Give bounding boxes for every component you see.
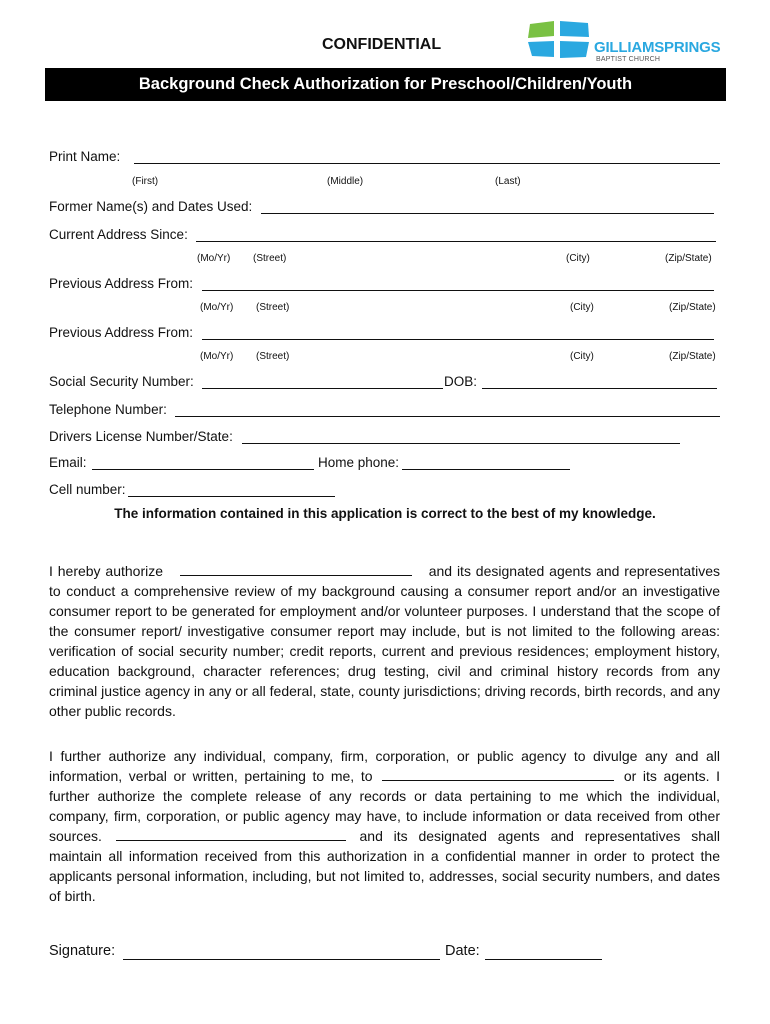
cell-number-label: Cell number: bbox=[49, 482, 126, 497]
ssn-label: Social Security Number: bbox=[49, 374, 194, 389]
date-field[interactable] bbox=[485, 959, 602, 960]
authorized-party-field[interactable] bbox=[180, 561, 412, 576]
home-phone-label: Home phone: bbox=[318, 455, 400, 470]
zip-state-sublabel: (Zip/State) bbox=[669, 351, 716, 362]
moyr-sublabel: (Mo/Yr) bbox=[200, 302, 234, 313]
knowledge-statement: The information contained in this application is correct to the best of my knowledge. bbox=[114, 506, 656, 521]
cross-logo-icon bbox=[526, 20, 590, 60]
street-sublabel: (Street) bbox=[256, 302, 290, 313]
home-phone-field[interactable] bbox=[402, 469, 570, 470]
email-label: Email: bbox=[49, 455, 87, 470]
drivers-license-label: Drivers License Number/State: bbox=[49, 429, 233, 444]
previous-address-field[interactable] bbox=[202, 290, 714, 291]
zip-state-sublabel: (Zip/State) bbox=[665, 253, 712, 264]
authorization-paragraph bbox=[49, 561, 720, 721]
signature-label: Signature: bbox=[49, 943, 116, 959]
ssn-field[interactable] bbox=[202, 388, 443, 389]
dob-field[interactable] bbox=[482, 388, 717, 389]
page-title: Background Check Authorization for Preschool/Children/Youth bbox=[45, 68, 726, 101]
release-text-1: I further authorize any individual, company, firm, corporation, or public agency to divulge any and all information, verbal or written, pertaining to me, to bbox=[49, 748, 720, 784]
city-sublabel: (City) bbox=[566, 253, 590, 264]
former-names-label: Former Name(s) and Dates Used: bbox=[49, 199, 253, 214]
logo-name: GILLIAMSPRINGS bbox=[594, 39, 721, 56]
release-text-3: and its designated agents and representatives shall maintain all information received from this authorization in a confidential manner in order to protect the applicants personal information, including, but not limited to, addresses, social security numbers, and dates of birth. bbox=[49, 828, 721, 904]
current-address-label: Current Address Since: bbox=[49, 227, 188, 242]
authorize-text: I hereby authorize bbox=[49, 563, 164, 579]
first-sublabel: (First) bbox=[132, 176, 159, 187]
release-paragraph bbox=[49, 746, 720, 906]
middle-sublabel: (Middle) bbox=[327, 176, 364, 187]
signature-field[interactable] bbox=[123, 959, 440, 960]
date-label: Date: bbox=[445, 943, 480, 959]
email-field[interactable] bbox=[92, 469, 314, 470]
confidential-label: CONFIDENTIAL bbox=[322, 36, 442, 53]
dob-label: DOB: bbox=[444, 374, 478, 389]
telephone-label: Telephone Number: bbox=[49, 402, 167, 417]
release-party-field[interactable] bbox=[382, 766, 614, 781]
street-sublabel: (Street) bbox=[256, 351, 290, 362]
release-text-2: or its agents. I further authorize the complete release of any records or data pertaining to me which the individual, company, firm, corporation, or public agency may have, to include information or data received from other sources. bbox=[49, 768, 721, 844]
print-name-field[interactable] bbox=[134, 163, 720, 164]
current-address-field[interactable] bbox=[196, 241, 716, 242]
former-names-field[interactable] bbox=[261, 213, 714, 214]
cell-number-field[interactable] bbox=[128, 496, 335, 497]
release-source-field[interactable] bbox=[116, 826, 346, 841]
street-sublabel: (Street) bbox=[253, 253, 287, 264]
city-sublabel: (City) bbox=[570, 351, 594, 362]
telephone-field[interactable] bbox=[175, 416, 720, 417]
authorize-continuation: and its designated agents and representatives to conduct a comprehensive review of my background causing a consumer report and/or an investigative consumer report to be generated for employment and/or volunteer purposes. I understand that the scope of the consumer report/ investigative consumer report may include, but is not limited to the following areas: verification of social security number; credit reports, current and previous residences; employment history, education background, character references; drug testing, civil and criminal history records from any criminal justice agency in any or all federal, state, county jurisdictions; driving records, birth records, and any other public records. bbox=[49, 563, 720, 719]
last-sublabel: (Last) bbox=[495, 176, 521, 187]
city-sublabel: (City) bbox=[570, 302, 594, 313]
print-name-label: Print Name: bbox=[49, 149, 121, 164]
previous-address-label: Previous Address From: bbox=[49, 325, 194, 340]
logo-subtitle: BAPTIST CHURCH bbox=[596, 56, 661, 63]
zip-state-sublabel: (Zip/State) bbox=[669, 302, 716, 313]
moyr-sublabel: (Mo/Yr) bbox=[200, 351, 234, 362]
previous-address-field[interactable] bbox=[202, 339, 714, 340]
drivers-license-field[interactable] bbox=[242, 443, 680, 444]
church-logo bbox=[526, 20, 736, 70]
moyr-sublabel: (Mo/Yr) bbox=[197, 253, 231, 264]
previous-address-label: Previous Address From: bbox=[49, 276, 194, 291]
